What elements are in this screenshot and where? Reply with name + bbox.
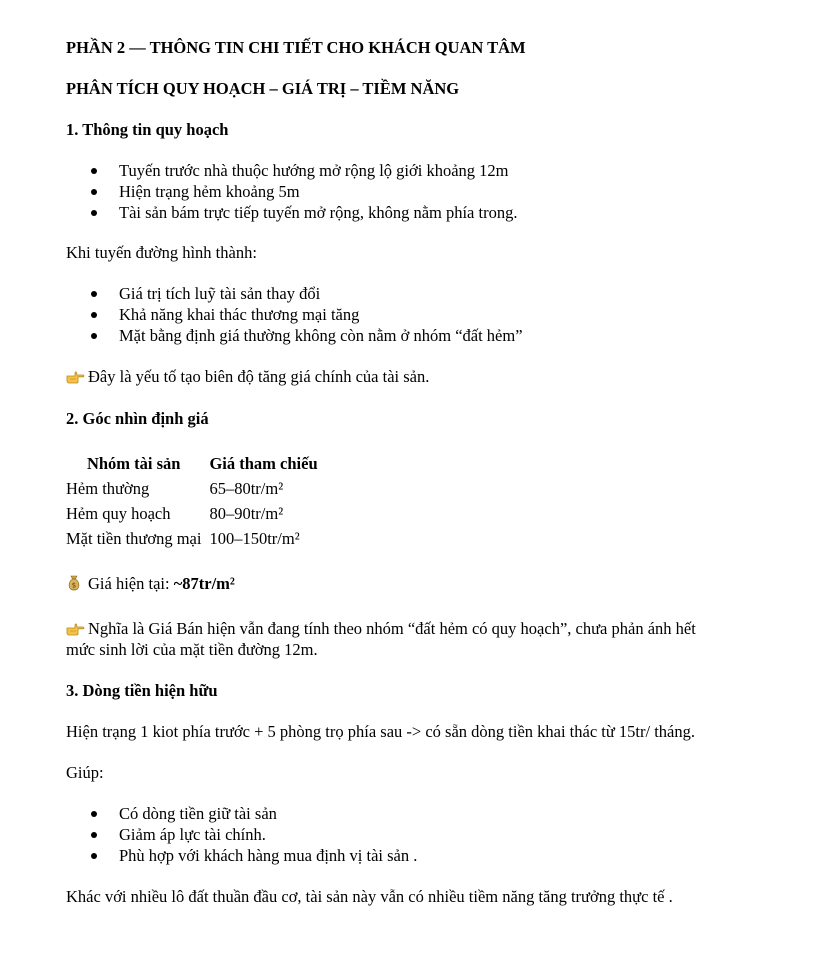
list-item-text: Có dòng tiền giữ tài sản: [119, 804, 277, 823]
current-price-value: ~87tr/m²: [173, 574, 235, 593]
analysis-heading: PHÂN TÍCH QUY HOẠCH – GIÁ TRỊ – TIỀM NĂNG: [66, 79, 460, 98]
section1-title: 1. Thông tin quy hoạch: [66, 120, 229, 139]
bullet-dot: [91, 168, 97, 174]
closing-paragraph: Khác với nhiều lô đất thuần đầu cơ, tài sản này vẫn có nhiều tiềm năng tăng trưởng thực tế .: [66, 887, 673, 906]
table-row: [62, 501, 322, 526]
table-row: [62, 526, 322, 551]
bullet-dot: [91, 312, 97, 318]
list-item: [66, 803, 417, 824]
svg-text:$: $: [71, 581, 77, 590]
bullet-dot: [91, 811, 97, 817]
section3-paragraph: Hiện trạng 1 kiot phía trước + 5 phòng trọ phía sau -> có sẵn dòng tiền khai thác từ 15tr/ tháng.: [66, 722, 696, 741]
current-price: [66, 573, 235, 596]
section3-intro: Giúp:: [66, 763, 104, 782]
list-item-text: Giá trị tích luỹ tài sản thay đổi: [119, 284, 321, 303]
section3-title: 3. Dòng tiền hiện hữu: [66, 681, 218, 700]
section3-bullet-list: [66, 803, 417, 866]
section2-note: [66, 618, 696, 641]
list-item-text: Khả năng khai thác thương mại tăng: [119, 305, 360, 324]
bullet-dot: [91, 210, 97, 216]
bullet-dot: [91, 189, 97, 195]
table-header-row: [62, 451, 322, 476]
table-cell: 100–150tr/m²: [209, 529, 300, 548]
list-item: [66, 181, 517, 202]
list-item: [66, 283, 523, 304]
section2-title: 2. Góc nhìn định giá: [66, 409, 209, 428]
list-item-text: Tài sản bám trực tiếp tuyến mở rộng, không nằm phía trong.: [119, 203, 518, 222]
table-cell: Mặt tiền thương mại: [66, 529, 202, 548]
table-header-cell: Nhóm tài sản: [86, 454, 181, 473]
table-cell: Hẻm quy hoạch: [66, 504, 171, 523]
section1-bullet-list-2: [66, 283, 523, 346]
bullet-dot: [91, 853, 97, 859]
list-item: [66, 202, 517, 223]
table-cell: Hẻm thường: [66, 479, 150, 498]
section2-note-continued: mức sinh lời của mặt tiền đường 12m.: [66, 640, 318, 659]
bullet-dot: [91, 291, 97, 297]
list-item-text: Phù hợp với khách hàng mua định vị tài sản .: [119, 846, 418, 865]
list-item: [66, 304, 523, 325]
list-item-text: Giảm áp lực tài chính.: [119, 825, 266, 844]
section1-bullet-list: [66, 160, 517, 223]
current-price-label: Giá hiện tại:: [88, 574, 174, 593]
list-item-text: Tuyến trước nhà thuộc hướng mở rộng lộ giới khoảng 12m: [119, 161, 509, 180]
list-item: [66, 325, 523, 346]
bullet-dot: [91, 832, 97, 838]
price-reference-table: [62, 451, 322, 551]
table-row: [62, 476, 322, 501]
table-cell: 65–80tr/m²: [209, 479, 284, 498]
list-item: [66, 845, 417, 866]
note-text-line1: Nghĩa là Giá Bán hiện vẫn đang tính theo nhóm “đất hẻm có quy hoạch”, chưa phản ánh hết: [88, 619, 696, 638]
list-item-text: Mặt bằng định giá thường không còn nằm ở nhóm “đất hẻm”: [119, 326, 523, 345]
list-item: [66, 824, 417, 845]
part-heading: PHẦN 2 — THÔNG TIN CHI TIẾT CHO KHÁCH QUAN TÂM: [66, 38, 526, 57]
list-item: [66, 160, 517, 181]
section1-note: [66, 366, 429, 389]
table-cell: 80–90tr/m²: [209, 504, 284, 523]
note-text: Đây là yếu tố tạo biên độ tăng giá chính của tài sản.: [88, 367, 430, 386]
table-header-cell: Giá tham chiếu: [209, 454, 318, 473]
list-item-text: Hiện trạng hẻm khoảng 5m: [119, 182, 300, 201]
money-bag-icon: [66, 575, 85, 596]
pointing-hand-icon: [66, 368, 85, 389]
bullet-dot: [91, 333, 97, 339]
pointing-hand-icon: [66, 620, 85, 641]
section1-intro: Khi tuyến đường hình thành:: [66, 243, 257, 262]
